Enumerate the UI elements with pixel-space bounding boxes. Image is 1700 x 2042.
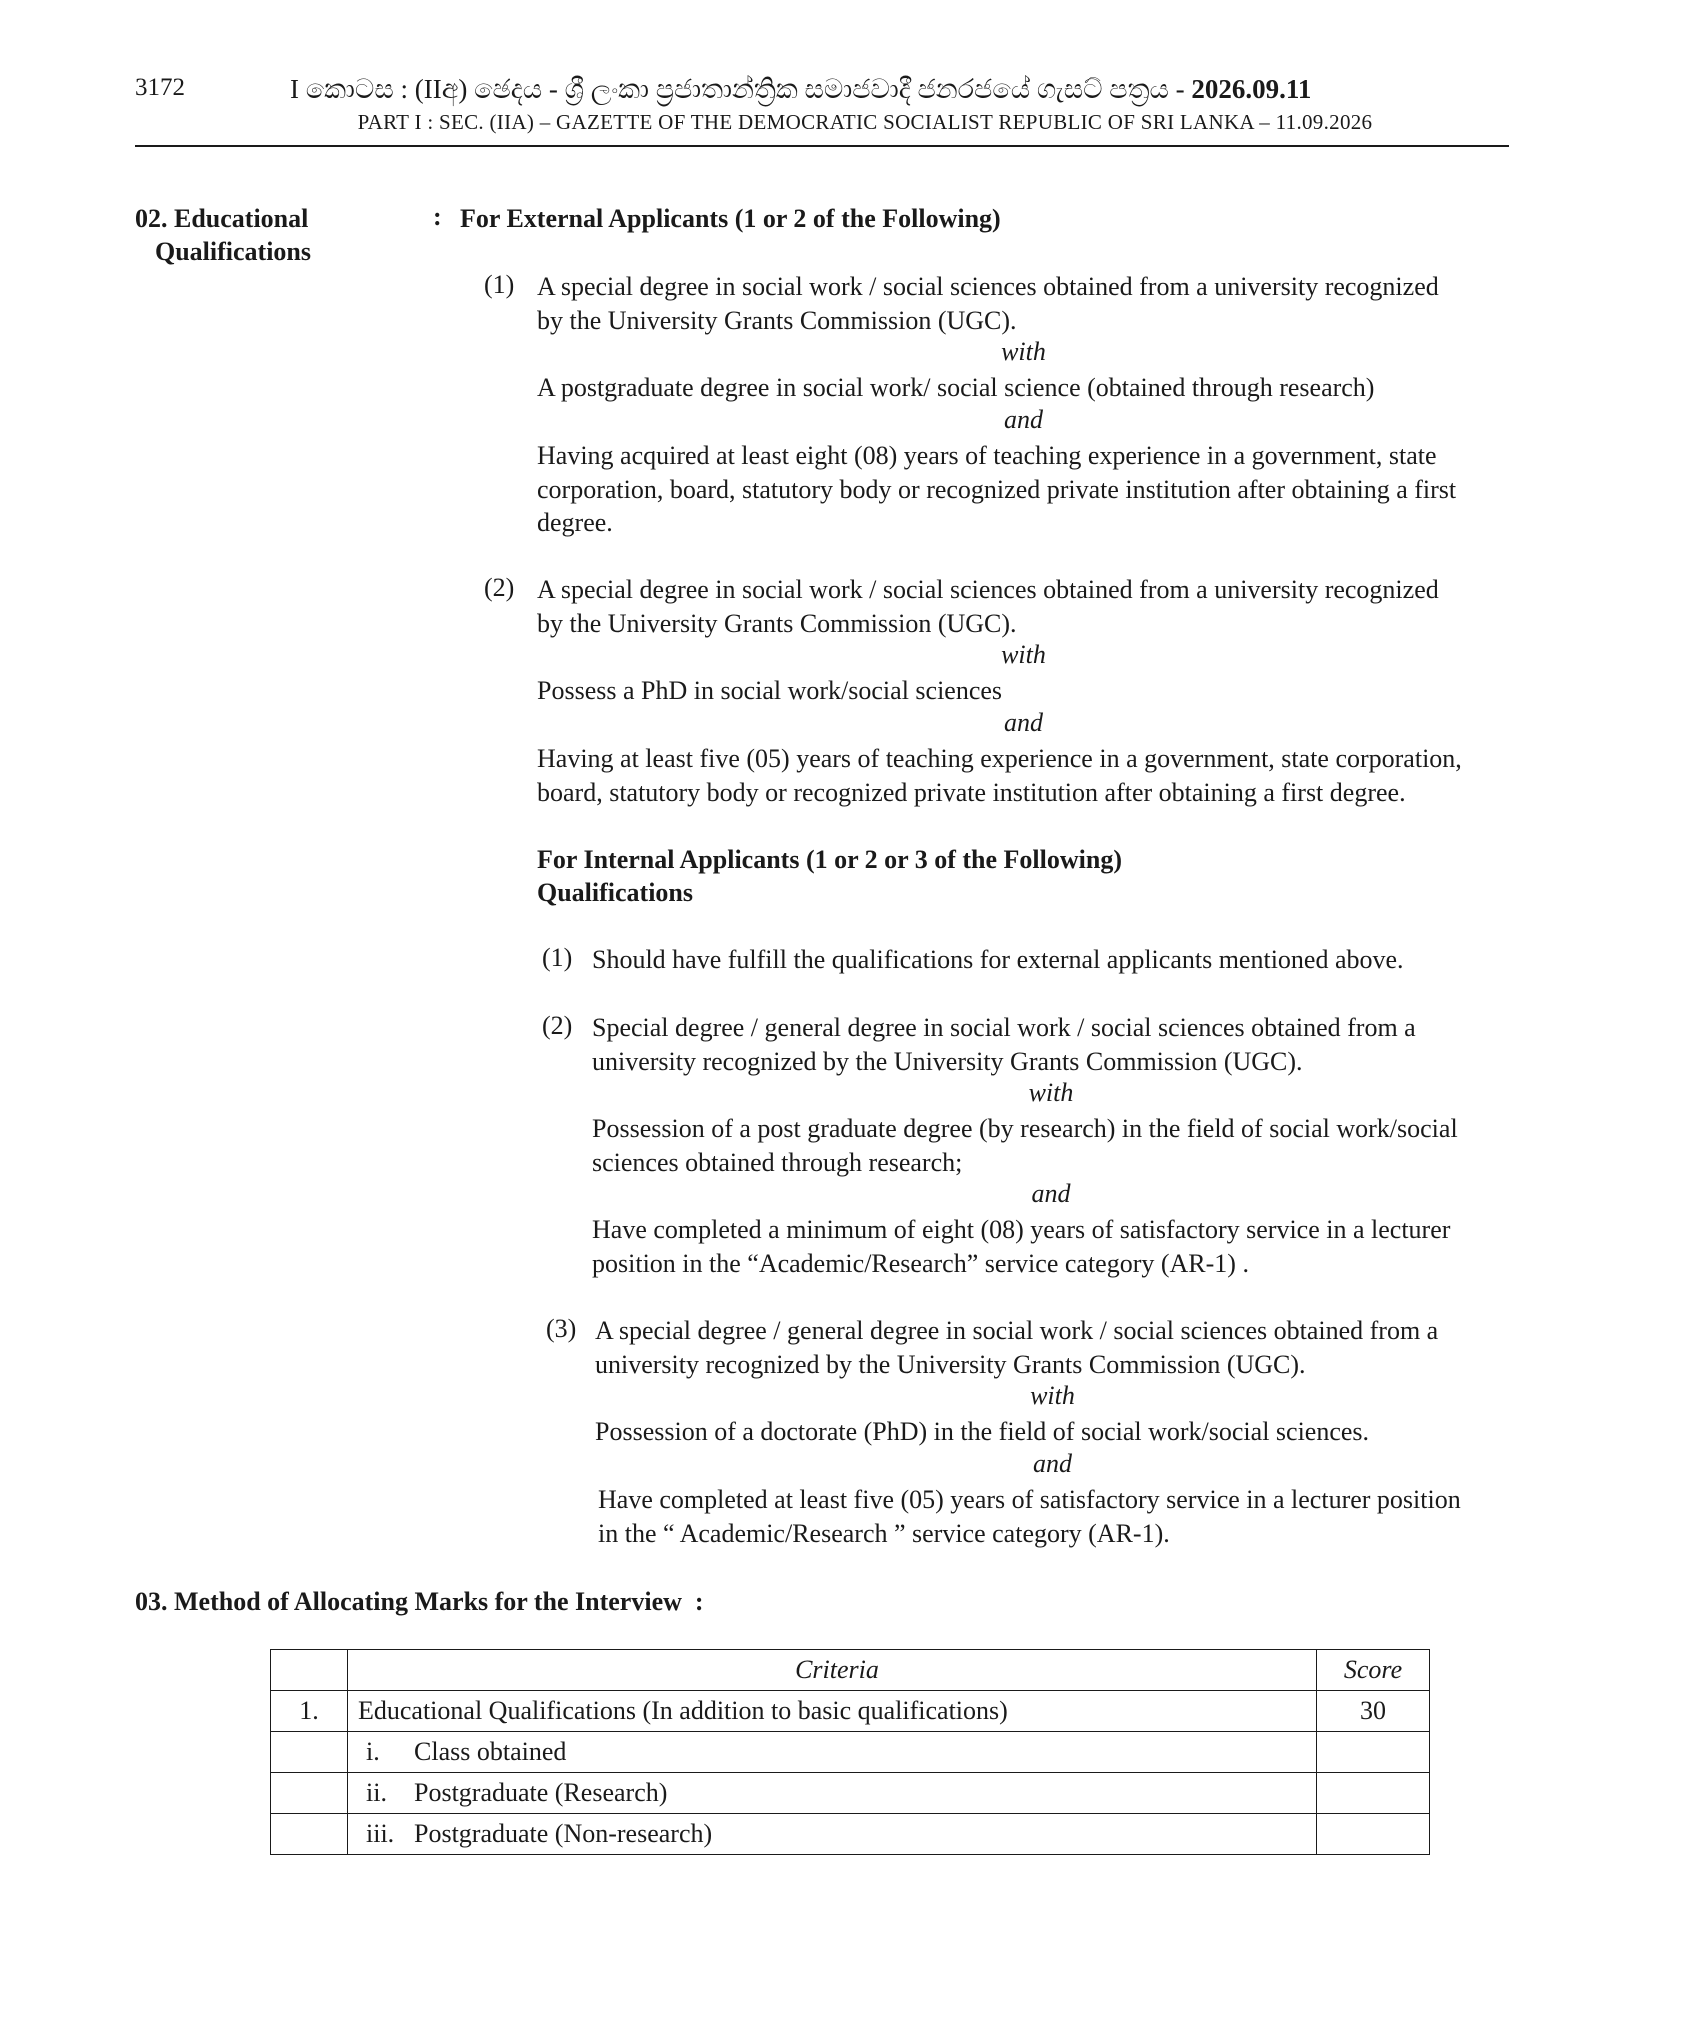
row-score <box>1317 1732 1430 1773</box>
text-line: Having at least five (05) years of teaching experience in a government, state corporation, <box>537 744 1462 773</box>
external-item-2-end <box>537 742 1510 809</box>
internal-item-3-end <box>598 1483 1510 1550</box>
row-criteria-text: Postgraduate (Research) <box>414 1778 668 1807</box>
text-line: A special degree in social work / social sciences obtained from a university recognized <box>537 272 1439 301</box>
row-criteria <box>348 1691 1317 1732</box>
internal-item-3-text <box>595 1314 1510 1381</box>
text-line: Have completed at least five (05) years of satisfactory service in a lecturer position <box>598 1485 1461 1514</box>
row-criteria-text: Postgraduate (Non-research) <box>414 1819 713 1848</box>
text-line: position in the “Academic/Research” service category (AR-1) . <box>592 1248 1249 1278</box>
text-line: Having acquired at least eight (08) years of teaching experience in a government, state <box>537 441 1437 470</box>
connector-with: with <box>1001 640 1046 669</box>
text-line: A special degree / general degree in social work / social sciences obtained from a <box>595 1316 1439 1345</box>
header-divider <box>135 145 1509 147</box>
external-item-2-mid: Possess a PhD in social work/social sciences <box>537 676 1003 705</box>
internal-heading-line2: Qualifications <box>537 878 694 907</box>
text-line: board, statutory body or recognized private institution after obtaining a first degree. <box>537 777 1406 807</box>
row-score <box>1317 1814 1430 1855</box>
header-cell-criteria: Criteria <box>348 1650 1317 1691</box>
row-criteria <box>348 1814 1317 1855</box>
section-03-heading: 03. Method of Allocating Marks for the Interview : <box>135 1587 704 1616</box>
sinhala-header-line <box>290 74 1311 106</box>
external-item-1-text <box>537 270 1510 337</box>
section-02-colon: : <box>433 202 442 231</box>
text-line: university recognized by the University Grants Commission (UGC). <box>592 1046 1303 1076</box>
section-02-label-line2: Qualifications <box>155 237 312 266</box>
internal-item-1-text: Should have fulfill the qualifications for external applicants mentioned above. <box>592 945 1404 974</box>
table-row <box>271 1773 1430 1814</box>
row-criteria <box>348 1732 1317 1773</box>
row-sub-index: ii. <box>366 1778 387 1807</box>
internal-item-3-mid: Possession of a doctorate (PhD) in the field of social work/social sciences. <box>595 1417 1370 1446</box>
connector-with: with <box>1030 1381 1075 1410</box>
row-criteria-text: Educational Qualifications (In addition to basic qualifications) <box>358 1696 1008 1725</box>
sinhala-header-date: 2026.09.11 <box>1191 74 1312 104</box>
header-cell-score: Score <box>1317 1650 1430 1691</box>
internal-item-2-text <box>592 1011 1510 1078</box>
table-row <box>271 1691 1430 1732</box>
text-line: by the University Grants Commission (UGC). <box>537 305 1017 335</box>
row-number <box>271 1732 348 1773</box>
external-item-1-end <box>537 439 1510 540</box>
text-line: sciences obtained through research; <box>592 1147 963 1177</box>
text-line: in the “ Academic/Research ” service category (AR-1). <box>598 1518 1170 1548</box>
text-line: degree. <box>537 508 613 538</box>
section-02-label <box>135 202 311 268</box>
internal-applicants-heading <box>537 843 1122 909</box>
page-number: 3172 <box>135 74 185 101</box>
text-line: university recognized by the University Grants Commission (UGC). <box>595 1349 1306 1379</box>
internal-item-2-number: (2) <box>542 1011 573 1040</box>
connector-and: and <box>1031 1179 1071 1208</box>
connector-and: and <box>1033 1449 1072 1478</box>
external-item-1-mid: A postgraduate degree in social work/ social science (obtained through research) <box>537 373 1375 402</box>
header-cell-no <box>271 1650 348 1691</box>
internal-item-3-number: (3) <box>546 1314 577 1343</box>
text-line: Special degree / general degree in social work / social sciences obtained from a <box>592 1013 1416 1042</box>
external-item-2-text <box>537 573 1510 640</box>
text-line: A special degree in social work / social sciences obtained from a university recognized <box>537 575 1439 604</box>
text-line: by the University Grants Commission (UGC). <box>537 608 1017 638</box>
english-header-line: PART I : SEC. (IIA) – GAZETTE OF THE DEMOCRATIC SOCIALIST REPUBLIC OF SRI LANKA – 11.09.2026 <box>357 110 1373 134</box>
external-item-2-number: (2) <box>484 573 515 602</box>
internal-item-2-mid <box>592 1112 1510 1179</box>
text-line: Have completed a minimum of eight (08) years of satisfactory service in a lecturer <box>592 1215 1451 1244</box>
section-02-label-line1: 02. Educational <box>135 204 309 233</box>
row-score <box>1317 1773 1430 1814</box>
text-line: Possession of a post graduate degree (by research) in the field of social work/social <box>592 1114 1458 1143</box>
connector-with: with <box>1028 1078 1074 1107</box>
internal-heading-line1: For Internal Applicants (1 or 2 or 3 of the Following) <box>537 845 1122 874</box>
row-criteria-text: Class obtained <box>414 1737 567 1766</box>
connector-and: and <box>1004 405 1043 434</box>
row-sub-index: iii. <box>366 1819 395 1848</box>
connector-with: with <box>1001 337 1046 366</box>
row-criteria <box>348 1773 1317 1814</box>
external-item-1-number: (1) <box>484 270 515 299</box>
marks-table <box>270 1649 1430 1855</box>
internal-item-2-end <box>592 1213 1510 1280</box>
table-row <box>271 1732 1430 1773</box>
text-line: corporation, board, statutory body or recognized private institution after obtaining a first <box>537 474 1457 504</box>
external-applicants-heading: For External Applicants (1 or 2 of the Following) <box>460 204 1001 233</box>
row-score: 30 <box>1317 1691 1430 1732</box>
sinhala-header-text: I කොටස : (IIඅ) ඡෙදය - ශ්‍රී ලංකා ප්‍රජාතාන්ත්‍රික සමාජවාදී ජනරජයේ ගැසට් පත්‍රය - <box>290 74 1192 104</box>
table-row <box>271 1814 1430 1855</box>
connector-and: and <box>1004 708 1043 737</box>
row-number <box>271 1814 348 1855</box>
row-sub-index: i. <box>366 1737 380 1766</box>
table-header-row <box>271 1650 1430 1691</box>
internal-item-1-number: (1) <box>542 943 573 972</box>
row-number: 1. <box>271 1691 348 1732</box>
row-number <box>271 1773 348 1814</box>
